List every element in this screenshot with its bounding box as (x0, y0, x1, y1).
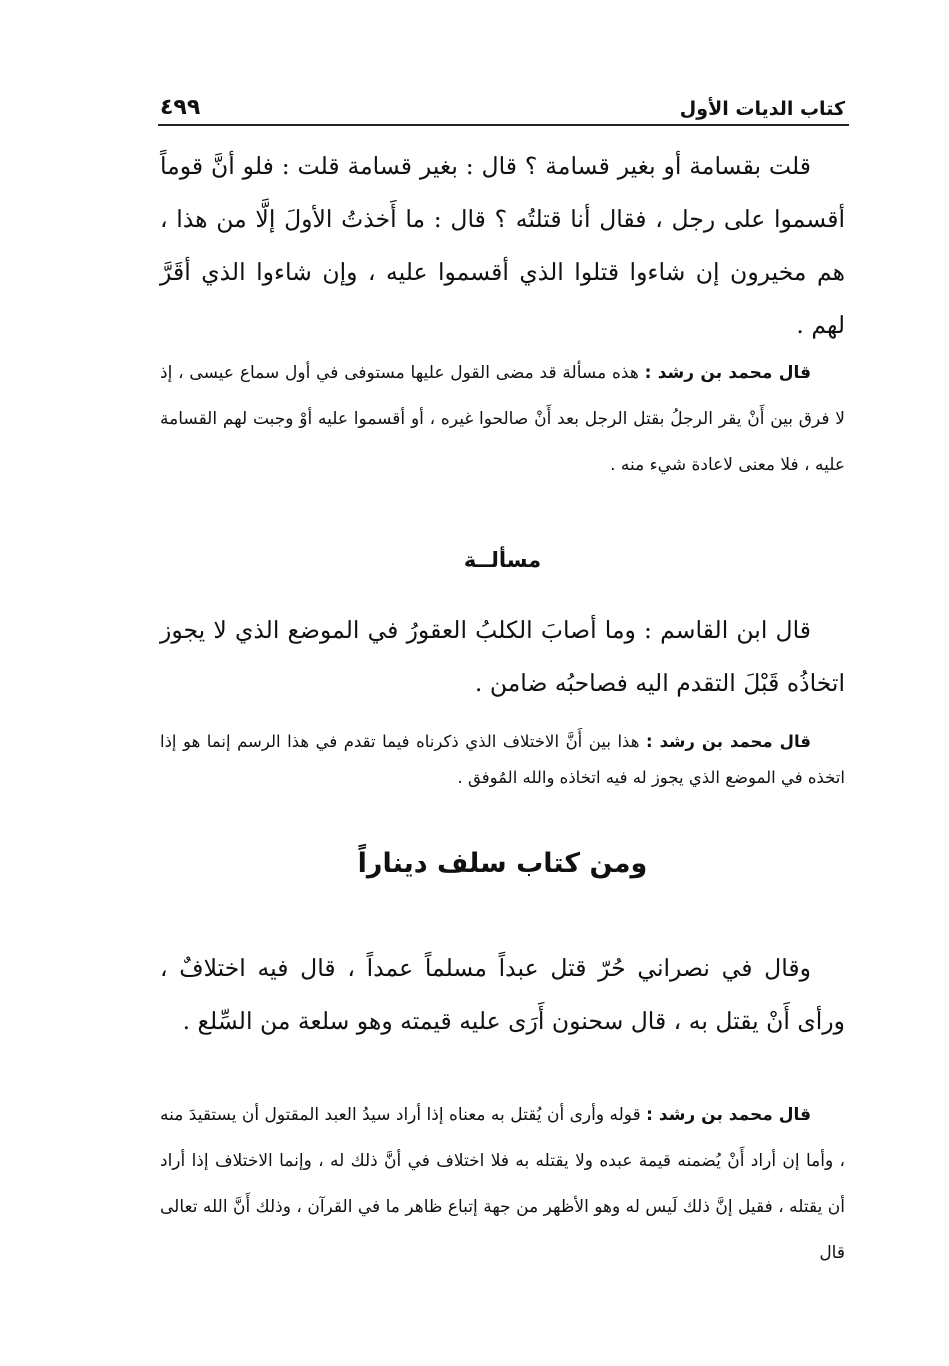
page-header (160, 72, 845, 120)
text-paragraph-1 (160, 140, 845, 352)
text-paragraph-2 (160, 604, 845, 710)
commentary-3 (160, 1092, 845, 1276)
paragraph-text: وقال في نصراني حُرّ قتل عبداً مسلماً عمداً ، قال فيه اختلافٌ ، ورأى أَنْ يقتل به ، قال سحنون أَرَى عليه قيمته وهو سلعة من السِّلع . (160, 954, 845, 1035)
commentary-text (160, 350, 845, 488)
section-heading-chapter: ومن كتاب سلف ديناراً (357, 848, 648, 879)
paragraph-text: قلت بقسامة أو بغير قسامة ؟ قال : بغير قسامة قلت : فلو أنَّ قوماً أقسموا على رجل ، فقال أنا قتلتُه ؟ قال : ما أَخذتُ الأولَ إلَّا من هذا ، هم مخيرون إن شاءوا قتلوا الذي أقسموا عليه ، وإن شاءوا الذي أقَرَّ لهم . (160, 152, 845, 339)
running-title: كتاب الديات الأول (679, 98, 845, 120)
commentary-lead: قال محمد بن رشد : (645, 732, 811, 751)
commentary-text (160, 1092, 845, 1276)
commentary-lead: قال محمد بن رشد : (644, 363, 811, 383)
commentary-lead: قال محمد بن رشد : (646, 1105, 811, 1125)
section-heading-masala: مسألــة (463, 548, 542, 572)
page-number: ٤٩٩ (160, 95, 201, 120)
commentary-2 (160, 724, 845, 796)
commentary-body: هذا بين أَنَّ الاختلاف الذي ذكرناه فيما تقدم في هذا الرسم إنما هو إذا اتخذه في الموضع الذي يجوز له فيه اتخاذه والله المُوفق . (160, 732, 845, 787)
commentary-1 (160, 350, 845, 488)
header-rule (158, 124, 849, 126)
commentary-text (160, 724, 845, 796)
text-paragraph-3 (160, 942, 845, 1048)
paragraph-text: قال ابن القاسم : وما أصابَ الكلبُ العقورُ في الموضع الذي لا يجوز اتخاذُه قَبْلَ التقدم اليه فصاحبُه ضامن . (160, 616, 845, 697)
commentary-body: هذه مسألة قد مضى القول عليها مستوفى في أول سماع عيسى ، إذ لا فرق بين أَنْ يقر الرجلُ بقتل الرجل بعد أَنْ صالحوا غيره ، أو أقسموا عليه أوْ وجبت لهم القسامة عليه ، فلا معنى لاعادة شيء منه . (160, 363, 845, 475)
commentary-body: قوله وأرى أن يُقتل به معناه إذا أراد سيدُ العبد المقتول أن يستقيدَ منه ، وأما إن أراد أَنْ يُضمنه قيمة عبده ولا يقتله به فلا اختلاف في أنَّ ذلك له ، وإنما الاختلاف إذا أراد أن يقتله ، فقيل إنَّ ذلك لَيس له وهو الأظهر من جهة إتباع ظاهر ما في القرآن ، وذلك أَنَّ الله تعالى قال (160, 1105, 845, 1263)
